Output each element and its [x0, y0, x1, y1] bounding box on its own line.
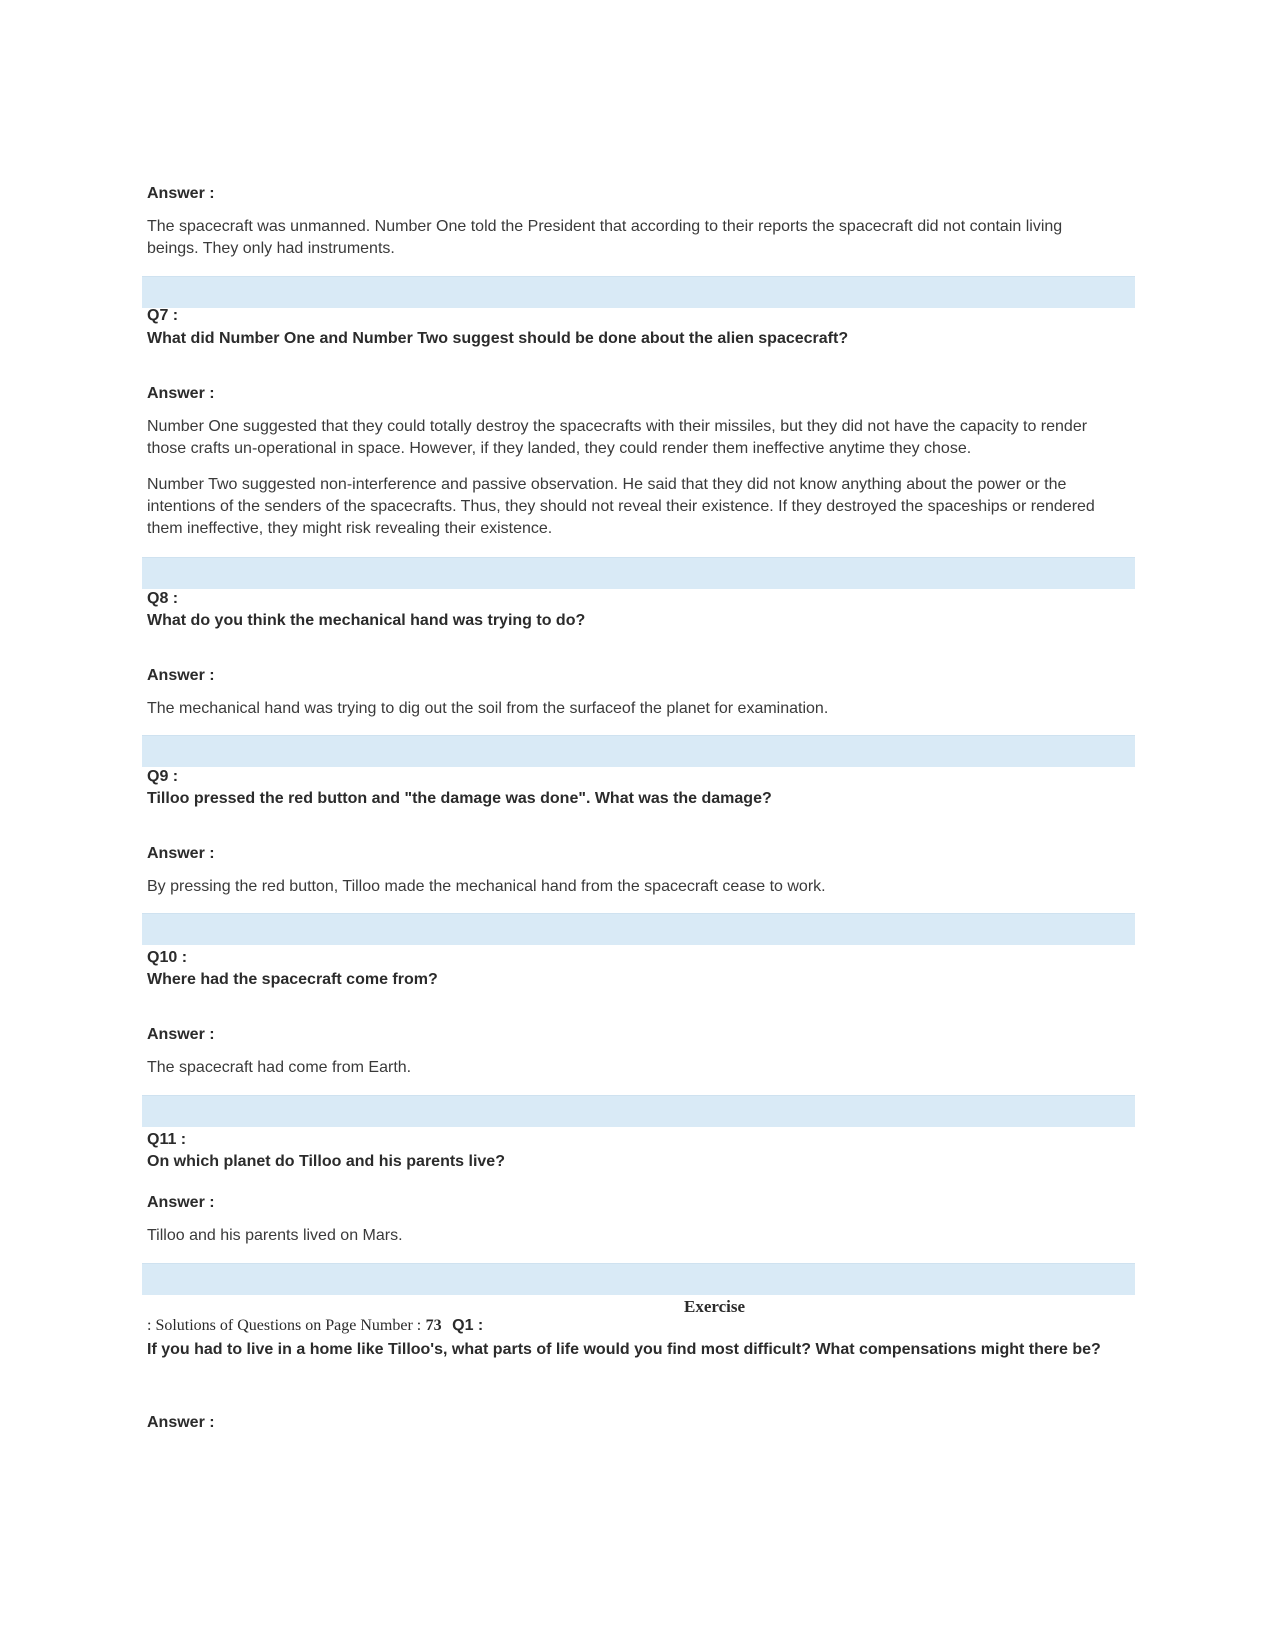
- answer-label: Answer :: [147, 845, 215, 862]
- separator-band: [142, 557, 1135, 589]
- answer-text: The spacecraft was unmanned. Number One told the President that according to their reports the spacecraft did not contain living beings. They only had instruments.: [147, 218, 1063, 257]
- answer-label: Answer :: [147, 1414, 215, 1431]
- answer-text: By pressing the red button, Tilloo made the mechanical hand from the spacecraft cease to work.: [147, 878, 826, 895]
- page-number: 73: [425, 1317, 442, 1334]
- answer-text: The mechanical hand was trying to dig out the soil from the surfaceof the planet for examination.: [147, 700, 829, 717]
- answer-text: The spacecraft had come from Earth.: [147, 1059, 412, 1076]
- solutions-prefix: : Solutions of Questions on Page Number :: [147, 1317, 422, 1334]
- question-number: Q10 :: [147, 949, 188, 966]
- question-number: Q11 :: [147, 1131, 187, 1148]
- question-text: On which planet do Tilloo and his parents live?: [147, 1153, 505, 1170]
- question-text: Where had the spacecraft come from?: [147, 971, 438, 988]
- question-text: What do you think the mechanical hand was trying to do?: [147, 612, 586, 629]
- question-text: Tilloo pressed the red button and "the damage was done". What was the damage?: [147, 790, 772, 807]
- question-number: Q8 :: [147, 590, 179, 607]
- answer-label: Answer :: [147, 185, 215, 202]
- answer-text: Number One suggested that they could totally destroy the spacecrafts with their missiles, but they did not have the capacity to render those crafts un-operational in space. However, if they landed, they could render them ineffective anytime they chose.: [147, 418, 1088, 457]
- separator-band: [142, 276, 1135, 308]
- separator-band: [142, 1263, 1135, 1295]
- answer-text: Tilloo and his parents lived on Mars.: [147, 1227, 403, 1244]
- question-text: If you had to live in a home like Tilloo's, what parts of life would you find most difficult? What compensations might there be?: [147, 1341, 1101, 1358]
- answer-text: Number Two suggested non-interference and passive observation. He said that they did not know anything about the power or the intentions of the senders of the spacecrafts. Thus, they should not reveal their existence. If they destroyed the spaceships or rendered them ineffective, they might risk revealing their existence.: [147, 476, 1095, 537]
- separator-band: [142, 735, 1135, 767]
- answer-label: Answer :: [147, 1194, 215, 1211]
- separator-band: [142, 913, 1135, 945]
- question-number: Q1 :: [452, 1317, 484, 1334]
- answer-label: Answer :: [147, 1026, 215, 1043]
- answer-label: Answer :: [147, 667, 215, 684]
- separator-band: [142, 1095, 1135, 1127]
- solutions-line: [147, 1316, 483, 1336]
- answer-label: Answer :: [147, 385, 215, 402]
- question-text: What did Number One and Number Two suggest should be done about the alien spacecraft?: [147, 330, 849, 347]
- exercise-heading: Exercise: [684, 1297, 746, 1316]
- question-number: Q9 :: [147, 768, 179, 785]
- question-number: Q7 :: [147, 307, 179, 324]
